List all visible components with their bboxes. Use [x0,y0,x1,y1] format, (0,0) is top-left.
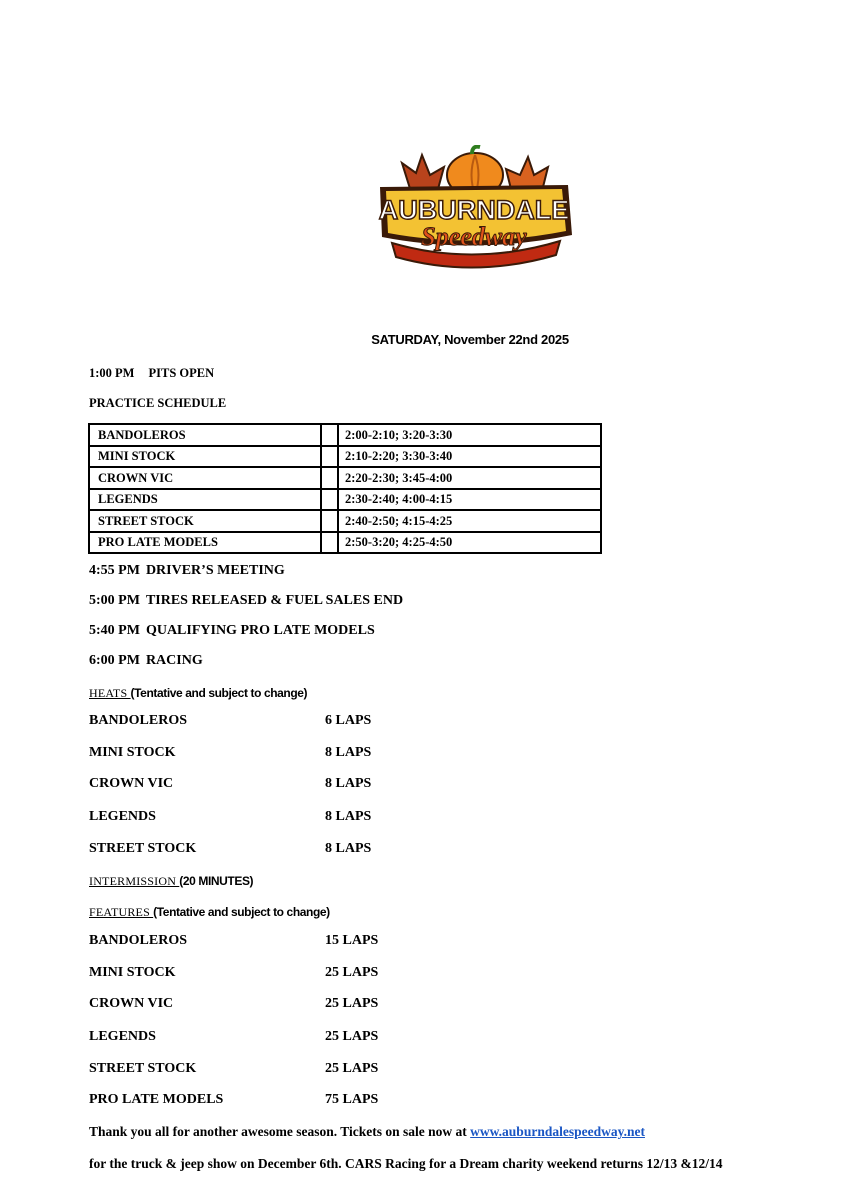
features-row [89,1092,379,1108]
heats-note: (Tentative and subject to change) [130,686,308,700]
event-label: RACING [145,653,203,668]
features-laps: 15 LAPS [325,933,379,948]
event-time: 4:55 PM [89,563,140,578]
footer-line-2: for the truck & jeep show on December 6th. CARS Racing for a Dream charity weekend returns 12/13 &12/14 [89,1156,723,1171]
heats-row [89,713,372,729]
website-link[interactable]: www.auburndalespeedway.net [470,1124,645,1139]
event-date: SATURDAY, November 22nd 2025 [371,332,569,347]
intermission-title: INTERMISSION [89,874,180,888]
practice-spacer-cell [321,510,338,532]
features-laps: 25 LAPS [325,1061,379,1076]
pits-time: 1:00 PM [89,366,135,380]
intermission-heading [89,872,253,890]
features-class: CROWN VIC [89,996,174,1011]
event-label: DRIVER’S MEETING [145,563,285,578]
event-line [89,563,285,579]
features-row [89,996,379,1012]
practice-class: CROWN VIC [89,467,321,489]
event-time: 5:40 PM [89,623,140,638]
heats-laps: 8 LAPS [325,745,372,760]
event-line [89,653,203,669]
features-class: BANDOLEROS [89,933,188,948]
heats-heading [89,684,307,702]
event-line [89,593,403,609]
features-row [89,965,379,981]
auburndale-speedway-logo [372,145,577,275]
practice-times: 2:00-2:10; 3:20-3:30 [338,424,601,446]
practice-row [89,532,601,554]
practice-spacer-cell [321,467,338,489]
practice-times: 2:10-2:20; 3:30-3:40 [338,446,601,468]
heats-laps: 8 LAPS [325,776,372,791]
heats-class: BANDOLEROS [89,713,188,728]
heats-row [89,841,372,857]
practice-class: BANDOLEROS [89,424,321,446]
practice-row [89,467,601,489]
practice-times: 2:30-2:40; 4:00-4:15 [338,489,601,511]
features-class: MINI STOCK [89,965,176,980]
event-label: TIRES RELEASED & FUEL SALES END [145,593,404,608]
practice-spacer-cell [321,424,338,446]
features-laps: 25 LAPS [325,996,379,1011]
practice-row [89,510,601,532]
logo-line1: AUBURNDALE [378,195,570,225]
practice-times: 2:40-2:50; 4:15-4:25 [338,510,601,532]
practice-spacer-cell [321,489,338,511]
pits-open-line [89,366,214,381]
practice-spacer-cell [321,446,338,468]
features-heading [89,903,330,921]
heats-title: HEATS [89,686,131,700]
features-title: FEATURES [89,905,154,919]
event-label: QUALIFYING PRO LATE MODELS [145,623,375,638]
heats-row [89,776,372,792]
practice-times: 2:20-2:30; 3:45-4:00 [338,467,601,489]
event-time: 6:00 PM [89,653,140,668]
features-laps: 75 LAPS [325,1092,379,1107]
features-laps: 25 LAPS [325,965,379,980]
features-row [89,1029,379,1045]
practice-class: LEGENDS [89,489,321,511]
practice-row [89,446,601,468]
pits-label: PITS OPEN [148,366,215,380]
features-row [89,1061,379,1077]
practice-row [89,489,601,511]
heats-class: LEGENDS [89,809,156,824]
features-class: STREET STOCK [89,1061,197,1076]
features-class: PRO LATE MODELS [89,1092,224,1107]
heats-laps: 6 LAPS [325,713,372,728]
heats-row [89,745,372,761]
footer-text-1: Thank you all for another awesome season. Tickets on sale now at [89,1124,471,1139]
features-class: LEGENDS [89,1029,156,1044]
practice-class: STREET STOCK [89,510,321,532]
heats-laps: 8 LAPS [325,809,372,824]
practice-row [89,424,601,446]
event-time: 5:00 PM [89,593,140,608]
features-note: (Tentative and subject to change) [153,905,330,919]
practice-times: 2:50-3:20; 4:25-4:50 [338,532,601,554]
features-row [89,933,379,949]
logo-line2: Speedway [421,222,527,251]
heats-class: STREET STOCK [89,841,197,856]
event-line [89,623,375,639]
practice-class: PRO LATE MODELS [89,532,321,554]
footer-line-1 [89,1124,645,1140]
practice-class: MINI STOCK [89,446,321,468]
heats-laps: 8 LAPS [325,841,372,856]
heats-row [89,809,372,825]
intermission-note: (20 MINUTES) [179,874,254,888]
practice-schedule-table [88,423,602,554]
heats-class: MINI STOCK [89,745,176,760]
practice-heading: PRACTICE SCHEDULE [89,396,227,410]
heats-class: CROWN VIC [89,776,174,791]
practice-spacer-cell [321,532,338,554]
features-laps: 25 LAPS [325,1029,379,1044]
